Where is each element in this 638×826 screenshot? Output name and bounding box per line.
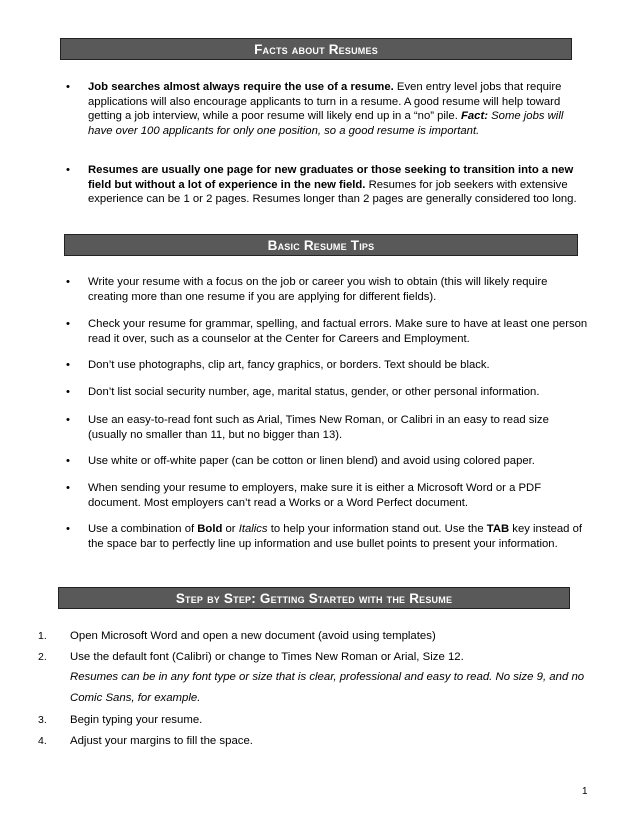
step-number: 3.	[38, 714, 47, 726]
bullet-icon: •	[66, 318, 70, 330]
bullet-icon: •	[66, 455, 70, 467]
step-text: Adjust your margins to fill the space.	[70, 735, 253, 747]
step-text: Begin typing your resume.	[70, 714, 203, 726]
bullet-icon: •	[66, 523, 70, 535]
bullet-icon: •	[66, 81, 70, 93]
tip-text: Don’t list social security number, age, marital status, gender, or other personal information.	[88, 386, 540, 398]
facts-item-2	[66, 163, 586, 221]
bullet-icon: •	[66, 276, 70, 288]
page-number: 1	[582, 786, 588, 797]
bold-word: Bold	[197, 523, 223, 535]
facts-item-1-bold: Job searches almost always require the use of a resume.	[88, 81, 394, 93]
tip-text: Use white or off-white paper (can be cotton or linen blend) and avoid using colored paper.	[88, 455, 535, 467]
steps-header: Step by Step: Getting Started with the Resume	[58, 587, 570, 609]
bullet-icon: •	[66, 359, 70, 371]
step-number: 1.	[38, 630, 47, 642]
tip-text-formatting: Use a combination of Bold or Italics to help your information stand out. Use the TAB key instead of the space bar to perfectly line up information and use bullet points to present your information.	[88, 523, 583, 550]
facts-item-2-rest: Resumes for job seekers with extensive experience can be 1 or 2 pages. Resumes longer than 2 pages are generally considered too long.	[88, 178, 577, 206]
tip-text: Use an easy-to-read font such as Arial, Times New Roman, or Calibri in an easy to read size (usually no smaller than 11, but no bigger than 13).	[88, 414, 549, 441]
italics-word: Italics	[238, 523, 268, 535]
tip-text: Check your resume for grammar, spelling, and factual errors. Make sure to have at least one person read it over, such as a counselor at the Center for Careers and Employment.	[88, 318, 588, 345]
step-number: 2.	[38, 651, 47, 663]
bullet-icon: •	[66, 386, 70, 398]
bullet-icon: •	[66, 164, 70, 176]
tips-header: Basic Resume Tips	[64, 234, 578, 256]
tip-text: When sending your resume to employers, make sure it is either a Microsoft Word or a PDF document. Most employers can’t read a Works or a Word Perfect document.	[88, 482, 542, 509]
step-text: Use the default font (Calibri) or change to Times New Roman or Arial, Size 12.	[70, 651, 464, 663]
bullet-icon: •	[66, 482, 70, 494]
facts-item-2-bold: Resumes are usually one page for new graduates or those seeking to transition into a new field but without a lot of experience in the new field.	[88, 164, 574, 191]
tip-text: Don’t use photographs, clip art, fancy graphics, or borders. Text should be black.	[88, 359, 490, 371]
font-note: Resumes can be in any font type or size that is clear, professional and easy to read. No size 9, and no Comic Sans, for example.	[70, 671, 585, 704]
tab-word: TAB	[486, 523, 510, 535]
fact-text: Some jobs will have over 100 applicants for only one position, so a good resume is important.	[88, 110, 564, 137]
bullet-icon: •	[66, 414, 70, 426]
facts-item-1-rest: Even entry level jobs that require applications will also encourage applicants to turn in a resume. A good resume will help toward getting a job interview, while a poor resume will likely end up in a “no” pile.	[88, 81, 562, 123]
facts-header: Facts about Resumes	[60, 38, 572, 60]
tip-text: Write your resume with a focus on the job or career you wish to obtain (this will likely require creating more than one resume if you are applying for different fields).	[88, 276, 548, 303]
fact-label: Fact:	[461, 110, 488, 123]
step-text: Open Microsoft Word and open a new document (avoid using templates)	[70, 630, 436, 642]
facts-item-1	[66, 80, 586, 150]
step-number: 4.	[38, 735, 47, 747]
